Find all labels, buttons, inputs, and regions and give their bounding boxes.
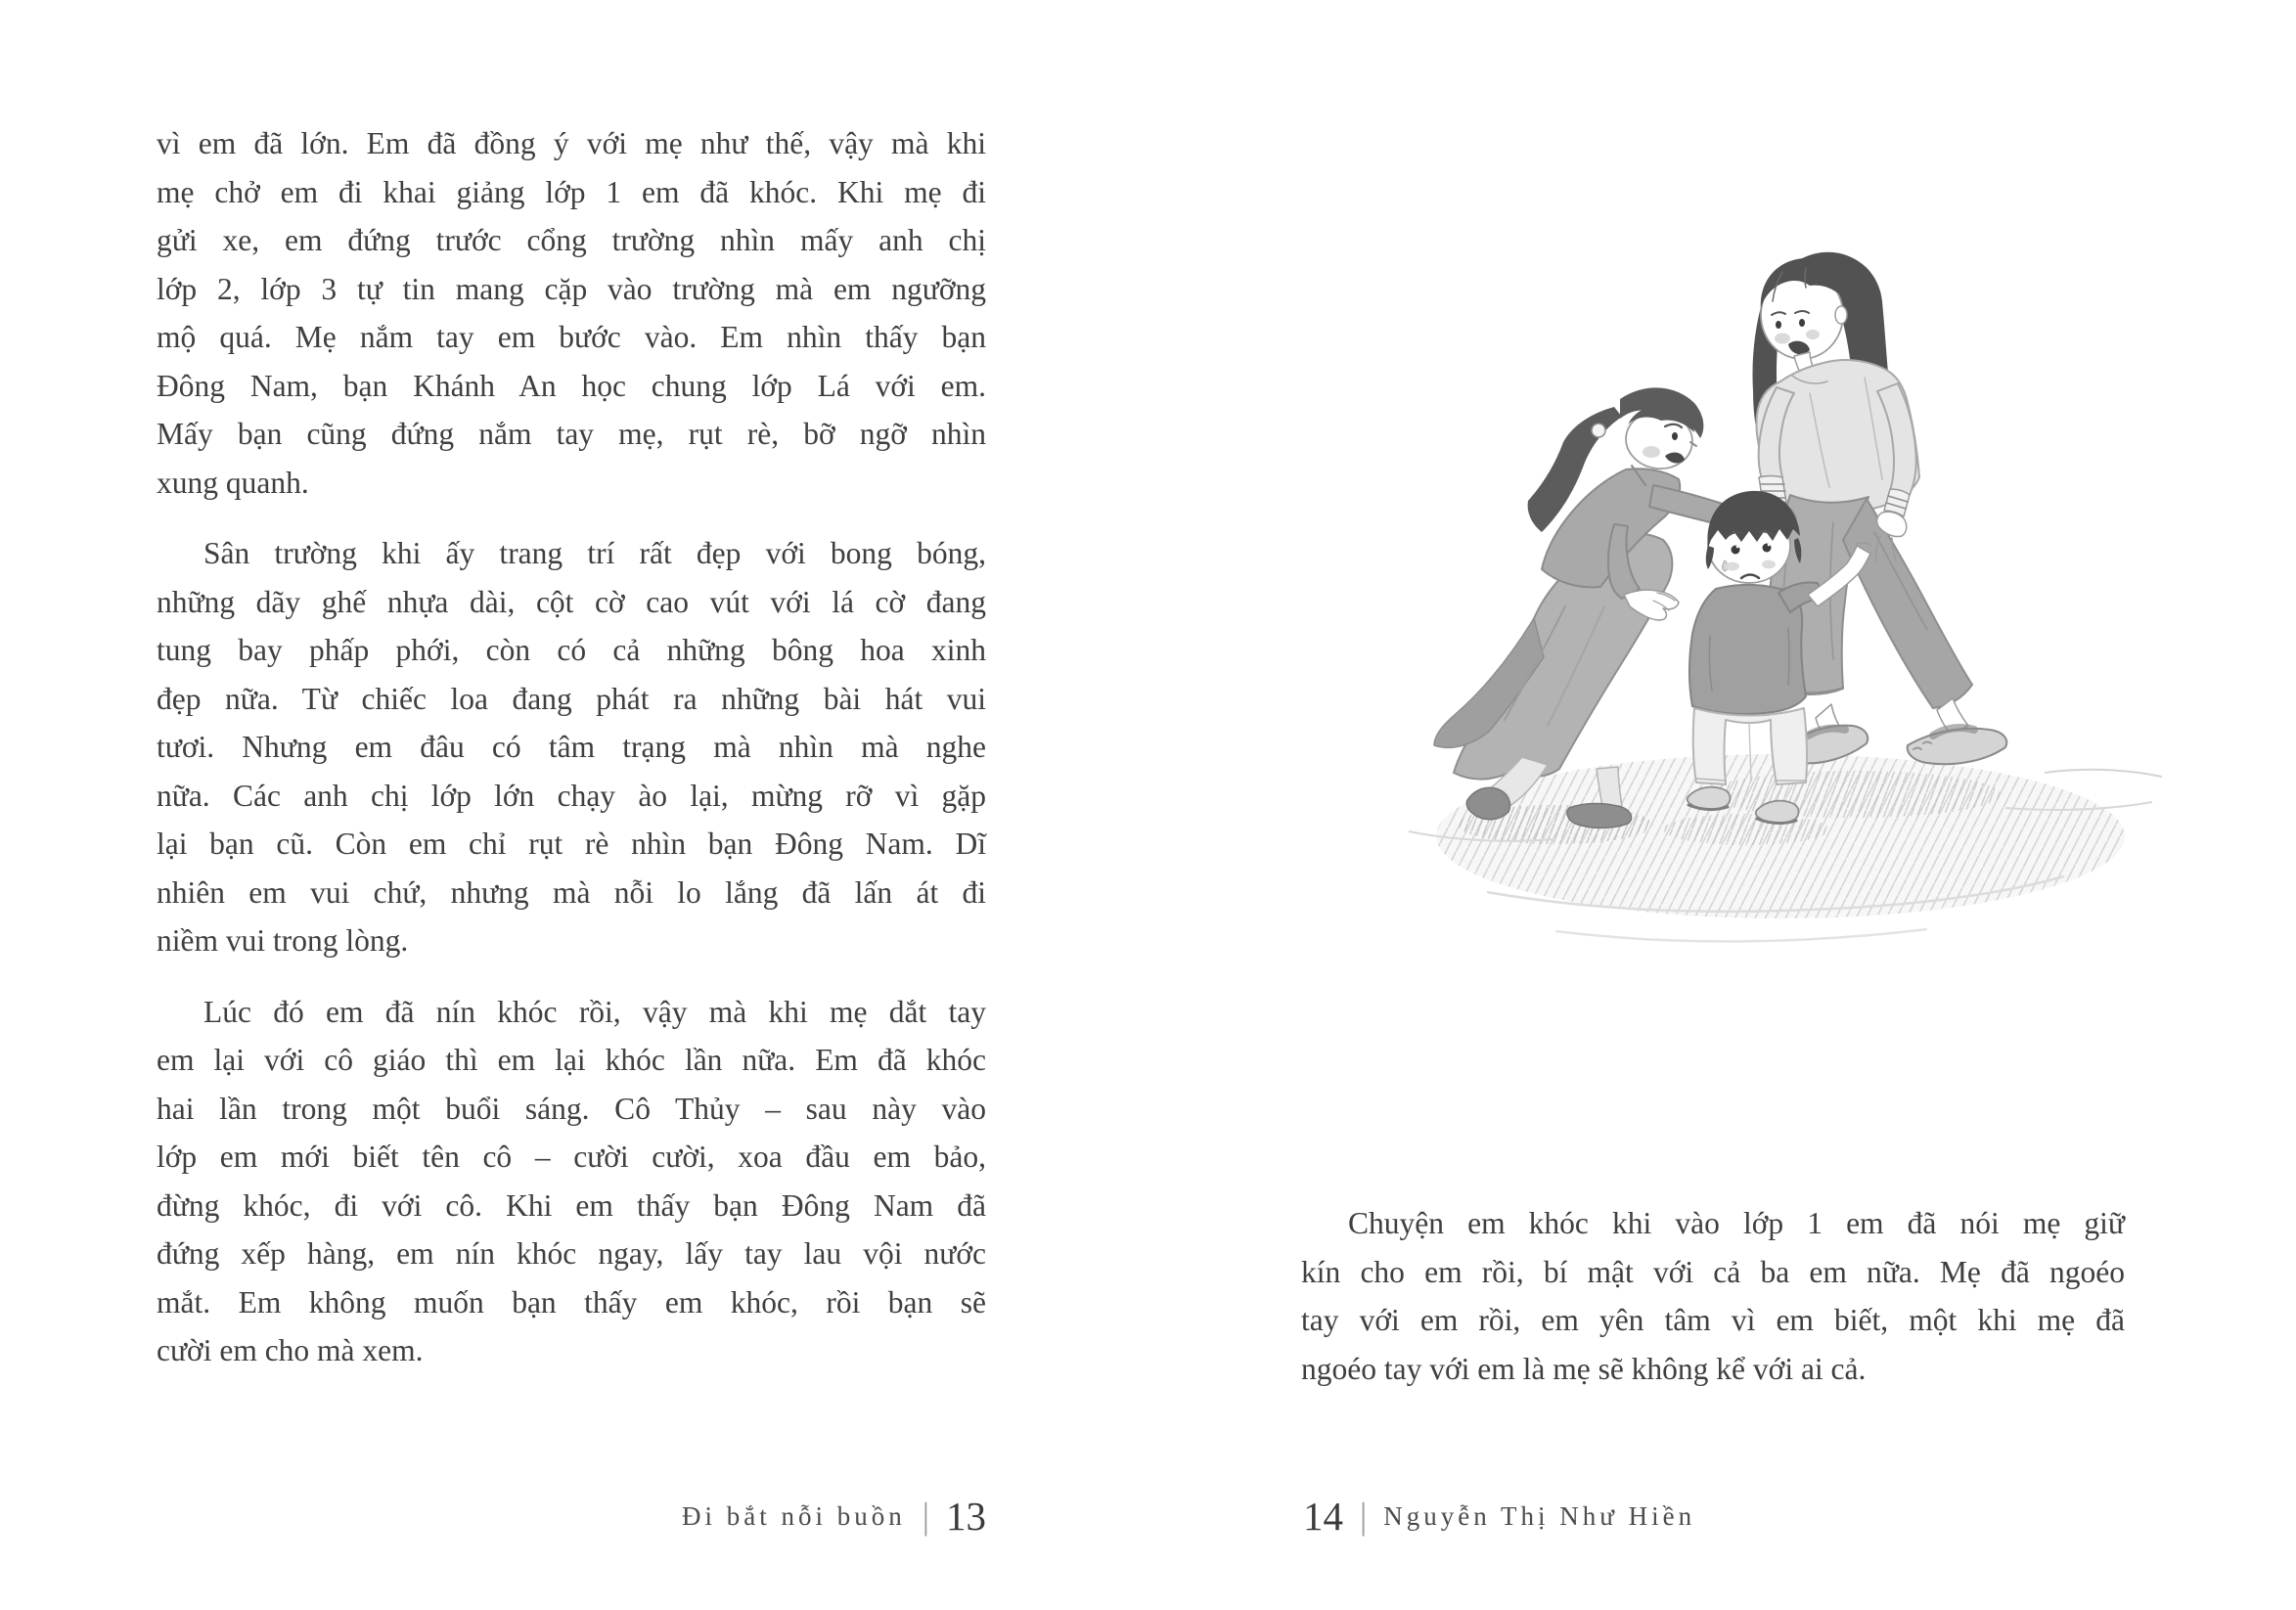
left-page-text (157, 119, 986, 1375)
text-line: vì em đã lớn. Em đã đồng ý với mẹ như thế, vậy mà khi (157, 126, 986, 160)
book-title: Đi bắt nỗi buồn (682, 1500, 906, 1531)
text-line: lại bạn cũ. Còn em chỉ rụt rè nhìn bạn Đông Nam. Dĩ (157, 827, 986, 861)
paragraph (157, 529, 986, 965)
text-line: lớp 2, lớp 3 tự tin mang cặp vào trường mà em ngưỡng (157, 271, 986, 306)
text-line: đẹp nữa. Từ chiếc loa đang phát ra những bài hát vui (157, 681, 986, 716)
page-number-left: 13 (946, 1494, 986, 1539)
text-line: những dãy ghế nhựa dài, cột cờ cao vút với lá cờ đang (157, 584, 986, 619)
text-line: gửi xe, em đứng trước cổng trường nhìn mấy anh chị (157, 223, 986, 257)
text-line: mắt. Em không muốn bạn thấy em khóc, rồi bạn sẽ (157, 1284, 986, 1319)
text-line: niềm vui trong lòng. (157, 923, 409, 958)
text-line: Lúc đó em đã nín khóc rồi, vậy mà khi mẹ dắt tay (203, 994, 986, 1029)
text-line: em lại với cô giáo thì em lại khóc lần nữa. Em đã khóc (157, 1043, 986, 1077)
text-line: tung bay phấp phới, còn có cả những bông hoa xinh (157, 633, 986, 667)
paragraph (1301, 1199, 2125, 1393)
text-line: mẹ chở em đi khai giảng lớp 1 em đã khóc. Khi mẹ đi (157, 174, 986, 209)
footer-separator: | (922, 1496, 929, 1537)
text-line: cười em cho mà xem. (157, 1333, 424, 1367)
left-page-footer (157, 1487, 986, 1545)
text-line: lớp em mới biết tên cô – cười cười, xoa đầu em bảo, (157, 1140, 986, 1174)
text-line: Đông Nam, bạn Khánh An học chung lớp Lá với em. (157, 368, 986, 403)
right-page-footer (1303, 1487, 1695, 1545)
footer-separator: | (1360, 1496, 1368, 1537)
illustration (1321, 147, 2221, 1007)
text-line: ngoéo tay với em là mẹ sẽ không kể với ai cả. (1301, 1351, 1867, 1386)
text-line: tươi. Nhưng em đâu có tâm trạng mà nhìn mà nghe (157, 730, 986, 764)
text-line: tay với em rồi, em yên tâm vì em biết, một khi mẹ đã (1301, 1303, 2125, 1337)
text-line: Chuyện em khóc khi vào lớp 1 em đã nói mẹ giữ (1348, 1206, 2125, 1240)
text-line: Sân trường khi ấy trang trí rất đẹp với bong bóng, (203, 536, 986, 570)
text-line: xung quanh. (157, 465, 309, 500)
text-line: đừng khóc, đi với cô. Khi em thấy bạn Đông Nam đã (157, 1187, 986, 1223)
paragraph (157, 119, 986, 507)
text-line: đứng xếp hàng, em nín khóc ngay, lấy tay lau vội nước (157, 1236, 986, 1271)
text-line: Mấy bạn cũng đứng nắm tay mẹ, rụt rè, bỡ ngỡ nhìn (157, 417, 986, 451)
right-page-text (1301, 1199, 2125, 1393)
text-line: hai lần trong một buổi sáng. Cô Thủy – sau này vào (157, 1091, 986, 1126)
author-name: Nguyễn Thị Như Hiền (1383, 1500, 1696, 1531)
text-line: mộ quá. Mẹ nắm tay em bước vào. Em nhìn thấy bạn (157, 320, 986, 354)
page-number-right: 14 (1303, 1494, 1343, 1539)
text-line: nữa. Các anh chị lớp lớn chạy ào lại, mừng rỡ vì gặp (157, 778, 986, 813)
text-line: kín cho em rồi, bí mật với cả ba em nữa. Mẹ đã ngoéo (1301, 1254, 2125, 1289)
text-line: nhiên em vui chứ, nhưng mà nỗi lo lắng đã lấn át đi (157, 874, 986, 910)
paragraph (157, 988, 986, 1375)
